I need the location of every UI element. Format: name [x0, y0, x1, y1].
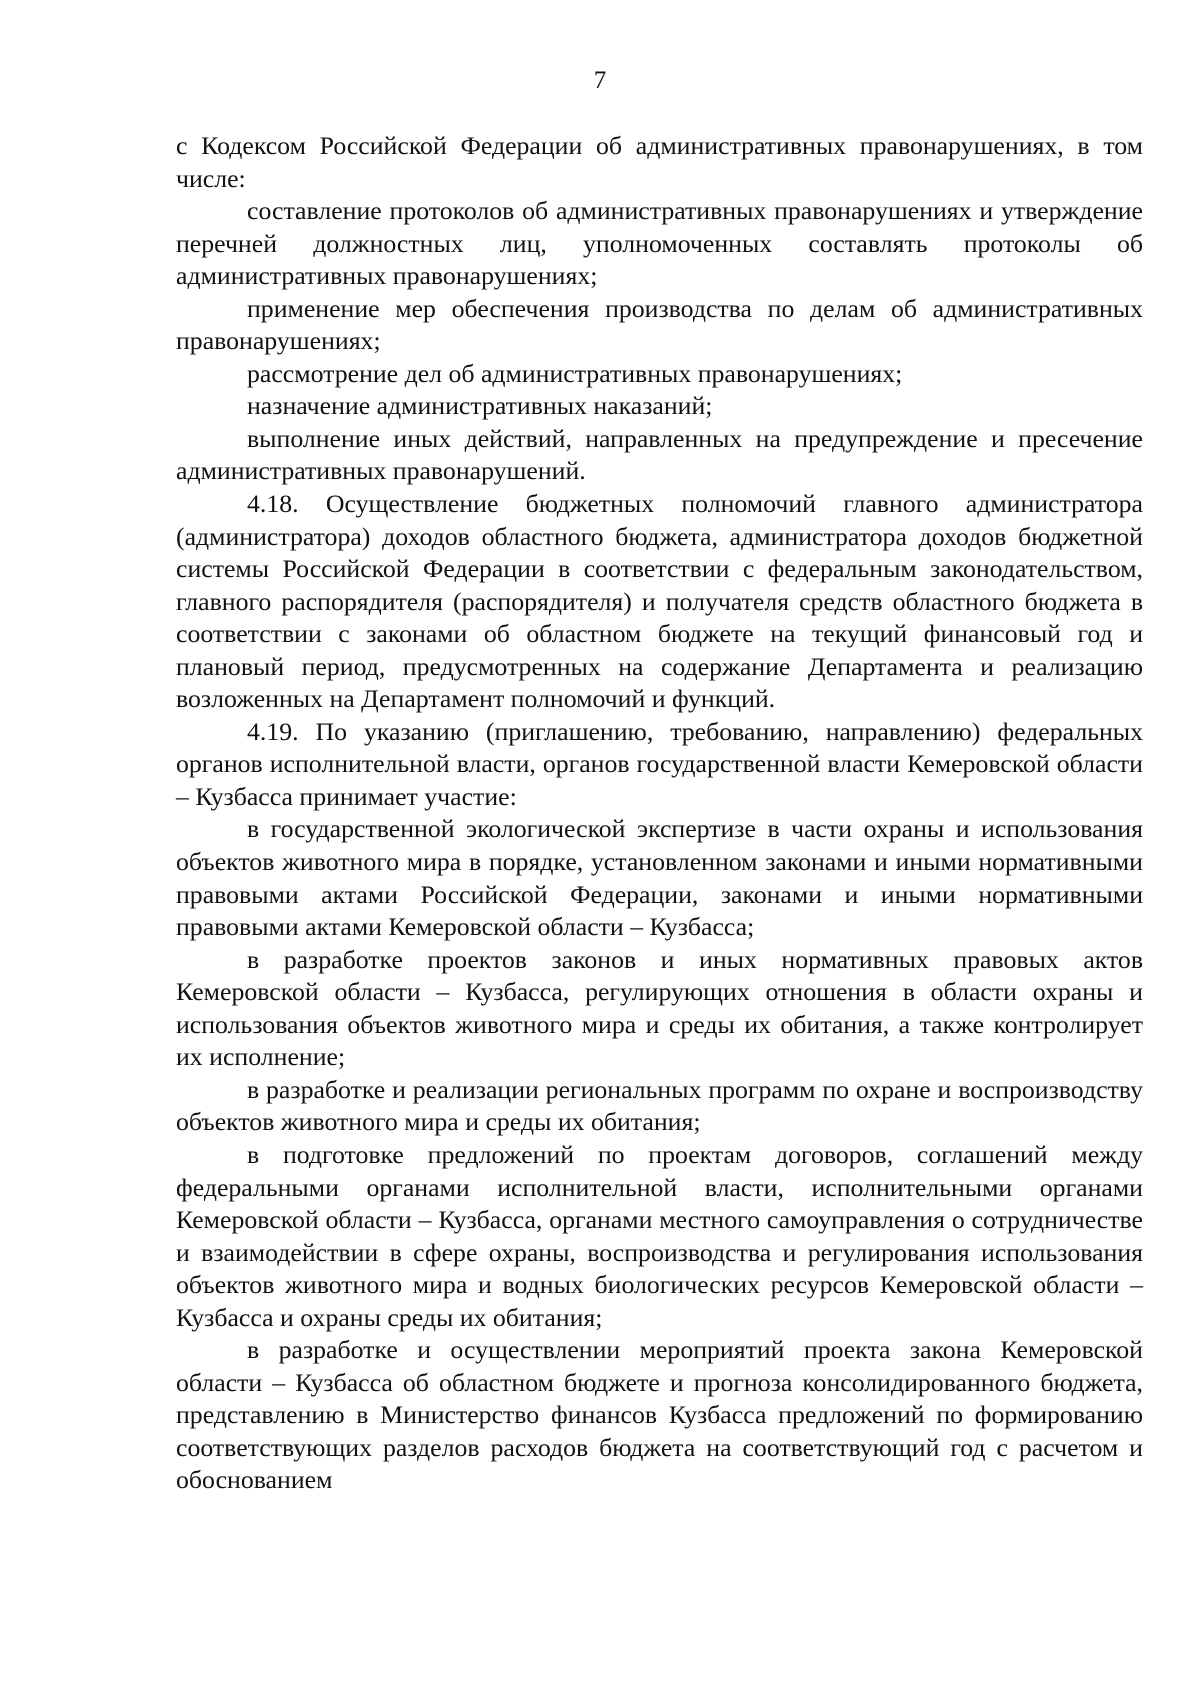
- paragraph-case-review: рассмотрение дел об административных правонарушениях;: [247, 358, 903, 388]
- paragraph-budget: в разработке и осуществлении мероприятий проекта закона Кемеровской области – Кузбасса об областном бюджете и прогноза консолидированного бюджета, представлению в Министерство финансов Кузбасса предложений по формированию соответствующих разделов расходов бюджета на соответствующий год с расчетом и обоснованием: [176, 1335, 1143, 1495]
- paragraph-protocols: составление протоколов об административных правонарушениях и утверждение перечней должностных лиц, уполномоченных составлять протоколы об административных правонарушениях;: [176, 196, 1143, 291]
- paragraph-law-drafting: в разработке проектов законов и иных нормативных правовых актов Кемеровской области – Кузбасса, регулирующих отношения в области охраны и использования объектов животного мира и среды их обитания, а также контролирует их исполнение;: [176, 944, 1143, 1072]
- paragraph-enforcement-measures: применение мер обеспечения производства по делам об административных правонарушениях;: [176, 293, 1143, 356]
- document-body: [176, 130, 1143, 1497]
- paragraph-penalties: назначение административных наказаний;: [247, 391, 713, 421]
- paragraph-intro: с Кодексом Российской Федерации об административных правонарушениях, в том числе:: [176, 131, 1143, 193]
- paragraph-ecological-expertise: в государственной экологической экспертизе в части охраны и использования объектов животного мира в порядке, установленном законами и иными нормативными правовыми актами Российской Федерации, законами и иными нормативными правовыми актами Кемеровской области – Кузбасса;: [176, 814, 1143, 942]
- paragraph-4-19: 4.19. По указанию (приглашению, требованию, направлению) федеральных органов исполнительной власти, органов государственной власти Кемеровской области – Кузбасса принимает участие:: [176, 716, 1143, 811]
- paragraph-4-18: 4.18. Осуществление бюджетных полномочий главного администратора (администратора) доходов областного бюджета, администратора доходов бюджетной системы Российской Федерации в соответствии с федеральным законодательством, главного распорядителя (распорядителя) и получателя средств областного бюджета в соответствии с законами об областном бюджете на текущий финансовый год и плановый период, предусмотренных на содержание Департамента и реализацию возложенных на Департамент полномочий и функций.: [176, 489, 1143, 714]
- paragraph-other-actions: выполнение иных действий, направленных на предупреждение и пресечение административных правонарушений.: [176, 423, 1143, 486]
- paragraph-agreements: в подготовке предложений по проектам договоров, соглашений между федеральными органами исполнительной власти, исполнительными органами Кемеровской области – Кузбасса, органами местного самоуправления о сотрудничестве и взаимодействии в сфере охраны, воспроизводства и регулирования использования объектов животного мира и водных биологических ресурсов Кемеровской области – Кузбасса и охраны среды их обитания;: [176, 1139, 1143, 1332]
- paragraph-regional-programs: в разработке и реализации региональных программ по охране и воспроизводству объектов животного мира и среды их обитания;: [176, 1074, 1143, 1137]
- page-number: 7: [593, 67, 607, 94]
